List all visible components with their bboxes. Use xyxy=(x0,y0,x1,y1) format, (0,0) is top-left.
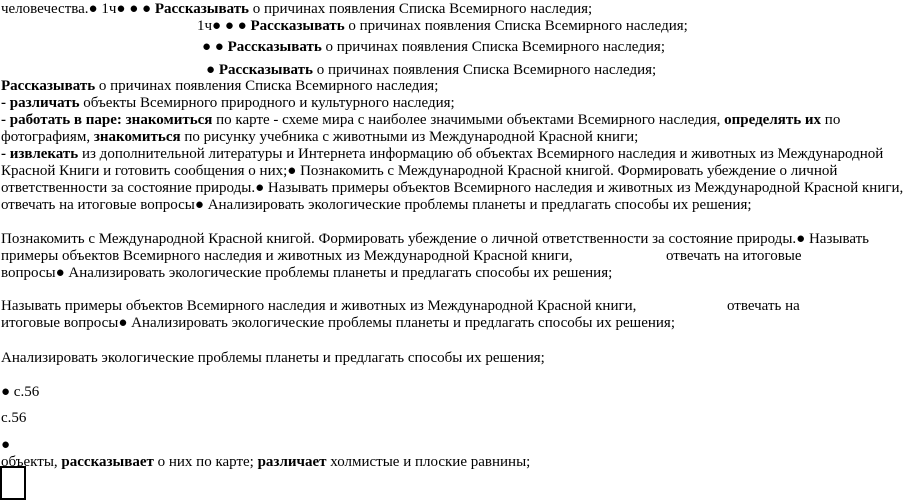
text-line: - извлекать из дополнительной литературы и Интернета информацию об объектах Всемирного наследия и животных из Международной xyxy=(1,146,884,162)
empty-table-cell xyxy=(0,466,26,500)
text-line: Познакомить с Международной Красной книгой. Формировать убеждение о личной ответственности за состояние природы.● Называть xyxy=(1,231,870,247)
text-line: отвечать на итоговые xyxy=(666,248,802,264)
text-line: Рассказывать о причинах появления Списка Всемирного наследия; xyxy=(1,78,439,94)
text-line: Называть примеры объектов Всемирного наследия и животных из Международной Красной книги, xyxy=(1,298,637,314)
text-line: ● с.56 xyxy=(1,384,40,400)
text-line: отвечать на xyxy=(727,298,800,314)
text-line: Анализировать экологические проблемы планеты и предлагать способы их решения; xyxy=(1,350,545,366)
text-line: итоговые вопросы● Анализировать экологические проблемы планеты и предлагать способы их решения; xyxy=(1,315,675,331)
text-line: отвечать на итоговые вопросы● Анализировать экологические проблемы планеты и предлагать способы их решения; xyxy=(1,197,752,213)
text-line: с.56 xyxy=(1,410,27,426)
text-line: - различать объекты Всемирного природного и культурного наследия; xyxy=(1,95,455,111)
text-line: ответственности за состояние природы.● Называть примеры объектов Всемирного наследия и животных из Международной Красной книги, xyxy=(1,180,903,196)
text-line: вопросы● Анализировать экологические проблемы планеты и предлагать способы их решения; xyxy=(1,265,613,281)
text-line: примеры объектов Всемирного наследия и животных из Международной Красной книги, xyxy=(1,248,573,264)
text-line: объекты, рассказывает о них по карте; различает холмистые и плоские равнины; xyxy=(1,454,531,470)
text-line: человечества.● 1ч● ● ● Рассказывать о причинах появления Списка Всемирного наследия; xyxy=(1,1,593,17)
text-line: ● ● Рассказывать о причинах появления Списка Всемирного наследия; xyxy=(202,39,665,55)
text-line: ● xyxy=(1,437,11,453)
text-line: 1ч● ● ● Рассказывать о причинах появления Списка Всемирного наследия; xyxy=(197,18,688,34)
text-line: Красной Книги и готовить сообщения о них;● Познакомить с Международной Красной книгой. Формировать убеждение о личной xyxy=(1,163,838,179)
text-line: - работать в паре: знакомиться по карте - схеме мира с наиболее значимыми объектами Всемирного наследия, определять их по xyxy=(1,112,841,128)
text-line: фотографиям, знакомиться по рисунку учебника с животными из Международной Красной книги; xyxy=(1,129,639,145)
text-line: ● Рассказывать о причинах появления Списка Всемирного наследия; xyxy=(206,62,657,78)
